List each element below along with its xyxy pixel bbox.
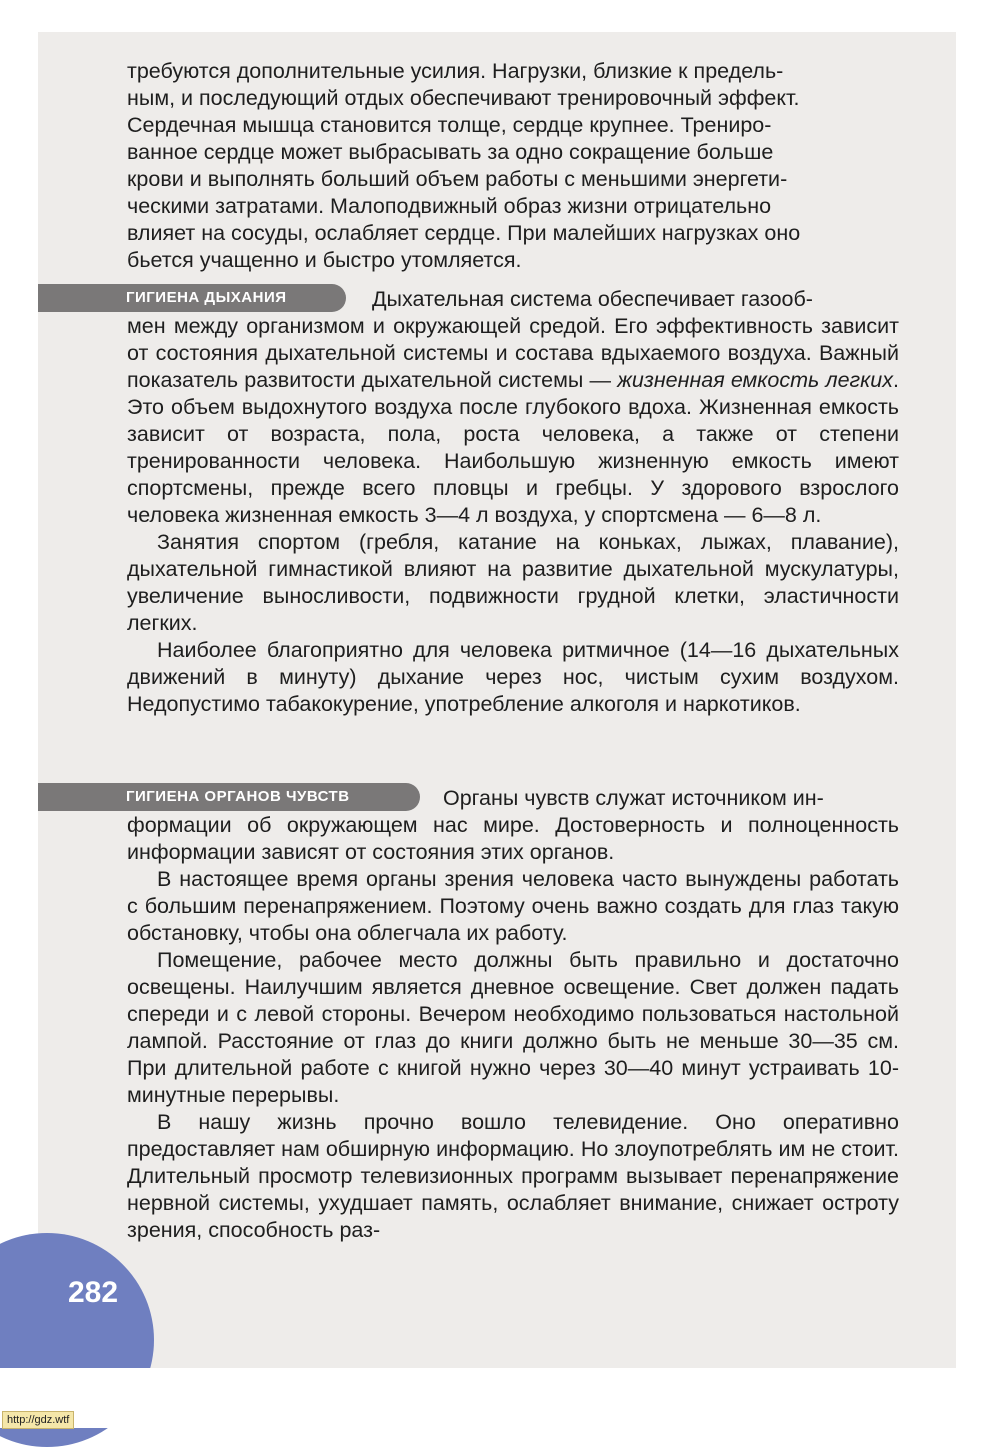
paragraph [127, 313, 899, 529]
paragraph-text: . Это объем выдохнутого воздуха после глубокого вдоха. Жизненная емкость зависит от возраста, пола, роста человека, а также от степени тренированности человека. Наибольшую жизненную емкость имеют спортсмены, прежде всего пловцы и гребцы. У здорового взрослого человека жизненная емкость 3—4 л воздуха, у спортсмена — 6—8 л. [127, 368, 899, 527]
paragraph: Помещение, рабочее место должны быть правильно и достаточно освещены. Наилучшим является дневное освещение. Свет должен падать спереди и с левой стороны. Вечером необходимо пользоваться настольной лампой. Расстояние от глаз до книги должно быть не меньше 30—35 см. При длительной работе с книгой нужно через 30—40 минут устраивать 10-минутные перерывы. [127, 948, 899, 1107]
section-tag-label: ГИГИЕНА ОРГАНОВ ЧУВСТВ [126, 788, 350, 805]
watermark-link[interactable]: http://gdz.wtf [2, 1411, 74, 1429]
line: влияет на сосуды, ослабляет сердце. При малейших нагрузках оно [127, 221, 801, 245]
paragraph-first-line: Дыхательная система обеспечивает газооб- [372, 287, 813, 311]
bottom-margin [0, 1368, 986, 1428]
line: требуются дополнительные усилия. Нагрузки, близкие к предель- [127, 59, 784, 83]
senses-section [127, 785, 899, 1244]
section-tag-label: ГИГИЕНА ДЫХАНИЯ [126, 289, 287, 306]
paragraph-first-line: Органы чувств служат источником ин- [443, 786, 824, 810]
line: ным, и последующий отдых обеспечивают тренировочный эффект. [127, 86, 800, 110]
paragraph: Занятия спортом (гребля, катание на коньках, лыжах, плавание), дыхательной гимнастикой влияют на развитие дыхательной мускулатуры, увеличение выносливости, подвижности грудной клетки, эластичности легких. [127, 530, 899, 635]
line: ческими затратами. Малоподвижный образ жизни отрицательно [127, 194, 772, 218]
breathing-section [127, 286, 899, 718]
paragraph: В нашу жизнь прочно вошло телевидение. Оно оперативно предоставляет нам обширную информацию. Но злоупотреблять им не стоит. Длительный просмотр телевизионных программ вызывает перенапряжение нервной системы, ухудшает память, ослабляет внимание, снижает остроту зрения, способность раз- [127, 1110, 899, 1242]
paragraph-text: мен между организмом и окружающей средой. Его эффективность зависит от состояния дыхательной системы и состава вдыхаемого воздуха. Важный показатель развитости дыхательной системы — [127, 314, 899, 392]
paragraph: В настоящее время органы зрения человека часто вынуждены работать с большим перенапряжением. Поэтому очень важно создать для глаз такую обстановку, чтобы она облегчала их работу. [127, 867, 899, 945]
paragraph: формации об окружающем нас мире. Достоверность и полноценность информации зависят от состояния этих органов. [127, 813, 899, 864]
page-number: 282 [68, 1276, 119, 1309]
paragraph: Наиболее благоприятно для человека ритмичное (14—16 дыхательных движений в минуту) дыхание через нос, чистым сухим воздухом. Недопустимо табакокурение, употребление алкоголя и наркотиков. [127, 638, 899, 716]
intro-paragraph [127, 58, 899, 274]
line: бьется учащенно и быстро утомляется. [127, 248, 522, 272]
line: ванное сердце может выбрасывать за одно сокращение больше [127, 140, 774, 164]
line: крови и выполнять больший объем работы с меньшими энергети- [127, 167, 788, 191]
emphasis-term: жизненная емкость легких [617, 368, 894, 392]
line: Сердечная мышца становится толще, сердце крупнее. Трениро- [127, 113, 772, 137]
